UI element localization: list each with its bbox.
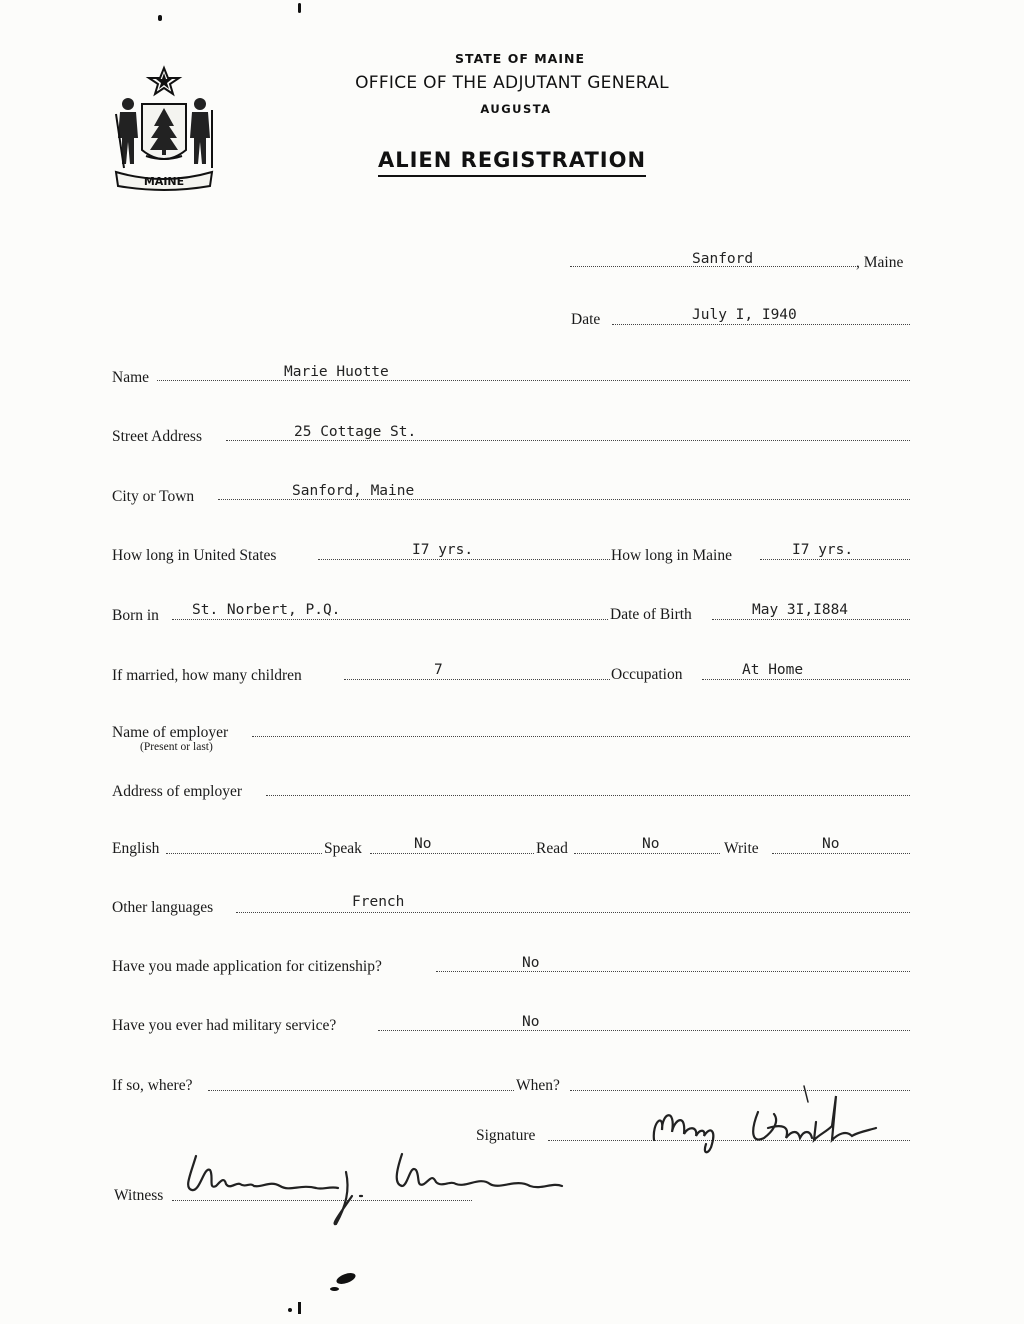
us-label: How long in United States bbox=[112, 547, 277, 564]
dob-line bbox=[712, 619, 910, 620]
read-value: No bbox=[642, 836, 660, 852]
employer-label: Name of employer bbox=[112, 724, 229, 741]
signature-handwriting bbox=[640, 1082, 920, 1162]
employer-address-line bbox=[266, 795, 910, 796]
office-heading: OFFICE OF THE ADJUTANT GENERAL bbox=[355, 73, 669, 93]
citizenship-value: No bbox=[522, 955, 540, 971]
witness-label: Witness bbox=[114, 1187, 164, 1204]
where-line bbox=[208, 1090, 514, 1091]
name-value: Marie Huotte bbox=[284, 364, 389, 380]
date-label: Date bbox=[571, 311, 601, 328]
write-label: Write bbox=[724, 840, 759, 857]
other-languages-label: Other languages bbox=[112, 899, 214, 916]
read-line bbox=[574, 853, 720, 854]
born-label: Born in bbox=[112, 607, 159, 624]
occupation-label: Occupation bbox=[611, 666, 683, 683]
city-label: City or Town bbox=[112, 488, 195, 505]
write-value: No bbox=[822, 836, 840, 852]
english-label: English bbox=[112, 840, 160, 857]
city-line bbox=[218, 499, 910, 500]
state-heading: STATE OF MAINE bbox=[455, 51, 585, 66]
ink-mark bbox=[330, 1287, 339, 1291]
children-label: If married, how many children bbox=[112, 667, 302, 684]
ink-mark bbox=[288, 1308, 292, 1312]
dob-label: Date of Birth bbox=[610, 606, 692, 623]
us-line bbox=[318, 559, 610, 560]
us-value: I7 yrs. bbox=[412, 542, 474, 558]
employer-note: (Present or last) bbox=[140, 741, 213, 753]
maine-line bbox=[760, 559, 910, 560]
children-line bbox=[344, 679, 610, 680]
other-languages-value: French bbox=[352, 894, 405, 910]
military-value: No bbox=[522, 1014, 540, 1030]
other-languages-line bbox=[236, 912, 910, 913]
speak-line bbox=[370, 853, 534, 854]
military-line bbox=[378, 1030, 910, 1031]
speak-value: No bbox=[414, 836, 432, 852]
witness-handwriting bbox=[170, 1136, 570, 1232]
date-line bbox=[612, 324, 910, 325]
citizenship-label: Have you made application for citizenship? bbox=[112, 958, 382, 975]
place-suffix: , Maine bbox=[856, 254, 904, 271]
ink-mark bbox=[158, 15, 162, 21]
occupation-line bbox=[702, 679, 910, 680]
place-value: Sanford bbox=[692, 251, 754, 267]
citizenship-line bbox=[436, 971, 910, 972]
ink-mark bbox=[298, 1302, 301, 1314]
name-line bbox=[157, 380, 910, 381]
city-value: Sanford, Maine bbox=[292, 483, 415, 499]
city-heading: AUGUSTA bbox=[480, 102, 552, 116]
where-label: If so, where? bbox=[112, 1077, 193, 1094]
ink-mark bbox=[298, 3, 301, 13]
svg-text:MAINE: MAINE bbox=[143, 175, 185, 188]
street-line bbox=[226, 440, 910, 441]
form-title: ALIEN REGISTRATION bbox=[0, 148, 1024, 172]
born-line bbox=[172, 619, 608, 620]
maine-label: How long in Maine bbox=[611, 547, 732, 564]
employer-line bbox=[252, 736, 910, 737]
dob-value: May 3I,I884 bbox=[752, 602, 849, 618]
born-value: St. Norbert, P.Q. bbox=[192, 602, 341, 618]
read-label: Read bbox=[536, 840, 568, 857]
when-label: When? bbox=[516, 1077, 560, 1094]
name-label: Name bbox=[112, 369, 150, 386]
military-label: Have you ever had military service? bbox=[112, 1017, 337, 1034]
speak-label: Speak bbox=[324, 840, 362, 857]
employer-address-label: Address of employer bbox=[112, 783, 242, 800]
signature-label: Signature bbox=[476, 1127, 536, 1144]
street-label: Street Address bbox=[112, 428, 202, 445]
ink-mark bbox=[335, 1271, 357, 1286]
occupation-value: At Home bbox=[742, 662, 804, 678]
children-value: 7 bbox=[434, 662, 443, 678]
english-line bbox=[166, 853, 322, 854]
write-line bbox=[772, 853, 910, 854]
street-value: 25 Cottage St. bbox=[294, 424, 417, 440]
maine-value: I7 yrs. bbox=[792, 542, 854, 558]
date-value: July I, I940 bbox=[692, 307, 797, 323]
